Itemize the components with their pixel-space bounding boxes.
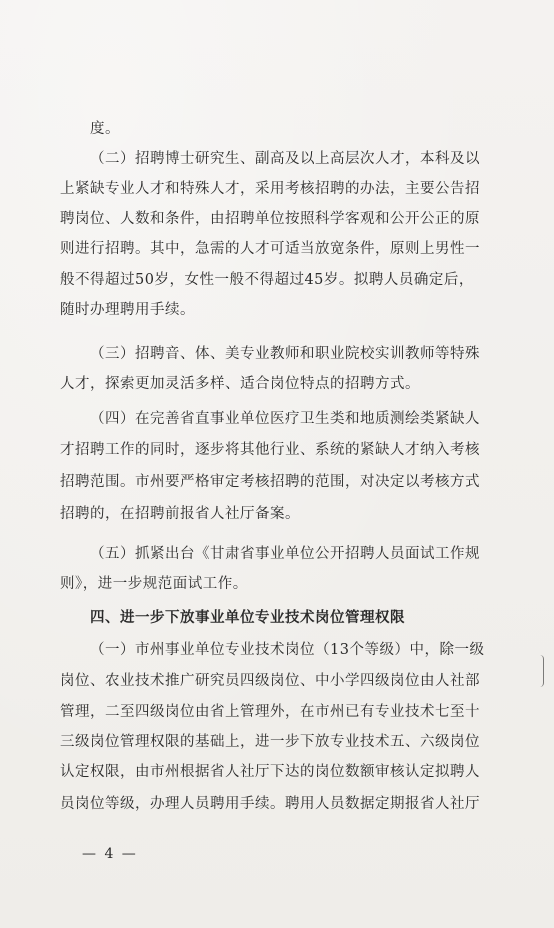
text-line-5: 则进行招聘。其中，急需的人才可适当放宽条件，原则上男性一 (60, 241, 480, 257)
section-heading: 四、进一步下放事业单位专业技术岗位管理权限 (90, 610, 405, 626)
text-line-4: 聘岗位、人数和条件，由招聘单位按照科学客观和公开公正的原 (60, 211, 480, 227)
text-line-9: 人才，探索更加灵活多样、适合岗位特点的招聘方式。 (60, 376, 420, 392)
text-line-8: （三）招聘音、体、美专业教师和职业院校实训教师等特殊 (90, 346, 480, 362)
text-line-18: 岗位、农业技术推广研究员四级岗位、中小学四级岗位由人社部 (60, 673, 480, 689)
text-line-12: 招聘范围。市州要严格审定考核招聘的范围，对决定以考核方式 (60, 474, 480, 490)
text-line-21: 认定权限，由市州根据省人社厅下达的岗位数额审核认定拟聘人 (60, 764, 480, 780)
text-line-6: 般不得超过50岁，女性一般不得超过45岁。拟聘人员确定后， (60, 272, 474, 288)
text-line-19: 管理，二至四级岗位由省上管理外，在市州已有专业技术七至十 (60, 704, 480, 720)
margin-mark (540, 655, 544, 687)
text-line-3: 上紧缺专业人才和特殊人才，采用考核招聘的办法，主要公告招 (60, 181, 480, 197)
text-line-1: 度。 (90, 121, 120, 137)
text-line-22: 员岗位等级，办理人员聘用手续。聘用人员数据定期报省人社厅 (60, 796, 480, 812)
text-line-11: 才招聘工作的同时，逐步将其他行业、系统的紧缺人才纳入考核 (60, 442, 480, 458)
text-line-7: 随时办理聘用手续。 (60, 302, 195, 318)
text-line-20: 三级岗位管理权限的基础上，进一步下放专业技术五、六级岗位 (60, 734, 480, 750)
text-line-15: 则》，进一步规范面试工作。 (60, 576, 248, 592)
text-line-10: （四）在完善省直事业单位医疗卫生类和地质测绘类紧缺人 (90, 411, 480, 427)
page-number: — 4 — (82, 846, 138, 862)
text-line-13: 招聘的，在招聘前报省人社厅备案。 (60, 506, 300, 522)
text-line-14: （五）抓紧出台《甘肃省事业单位公开招聘人员面试工作规 (90, 546, 480, 562)
text-line-2: （二）招聘博士研究生、副高及以上高层次人才，本科及以 (90, 151, 480, 167)
text-line-17: （一）市州事业单位专业技术岗位（13个等级）中，除一级 (90, 642, 485, 658)
